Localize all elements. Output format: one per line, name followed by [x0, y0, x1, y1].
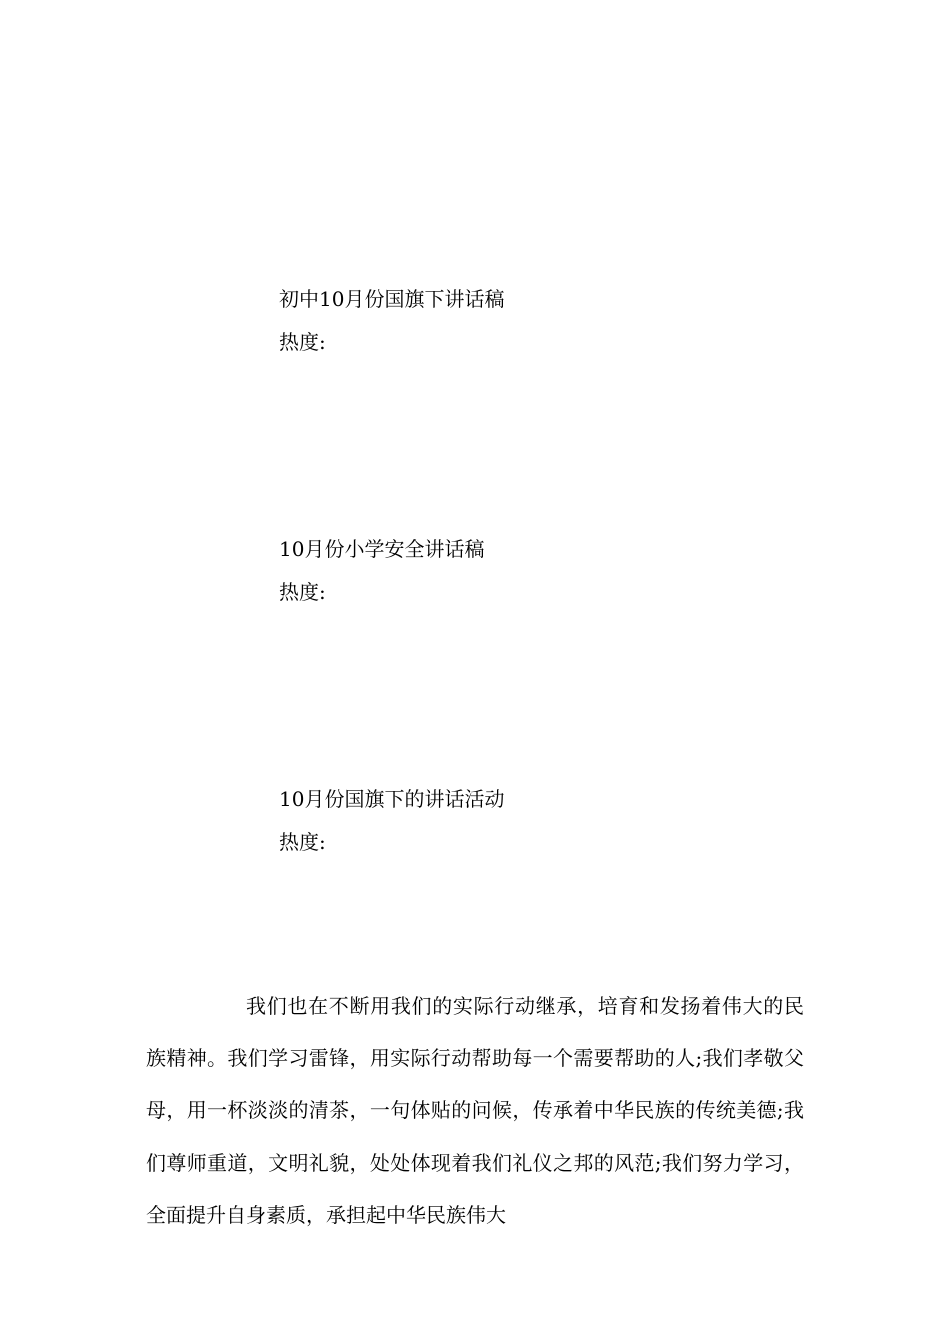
article-title-link[interactable]: 初中10月份国旗下讲话稿	[279, 287, 505, 311]
body-paragraph: 我们也在不断用我们的实际行动继承，培育和发扬着伟大的民族精神。我们学习雷锋，用实际行动帮助每一个需要帮助的人;我们孝敬父母，用一杯淡淡的清茶，一句体贴的问候，传承着中华民族的传统美德;我们尊师重道，文明礼貌，处处体现着我们礼仪之邦的风范;我们努力学习，全面提升自身素质，承担起中华民族伟大	[146, 994, 804, 1227]
article-entry	[279, 537, 839, 604]
article-title-link[interactable]: 10月份小学安全讲话稿	[279, 537, 485, 561]
article-entry	[279, 787, 839, 854]
article-entry	[279, 287, 839, 354]
article-title-link[interactable]: 10月份国旗下的讲话活动	[279, 787, 505, 811]
heat-label: 热度:	[279, 580, 326, 604]
heat-label: 热度:	[279, 830, 326, 854]
heat-label: 热度:	[279, 330, 326, 354]
